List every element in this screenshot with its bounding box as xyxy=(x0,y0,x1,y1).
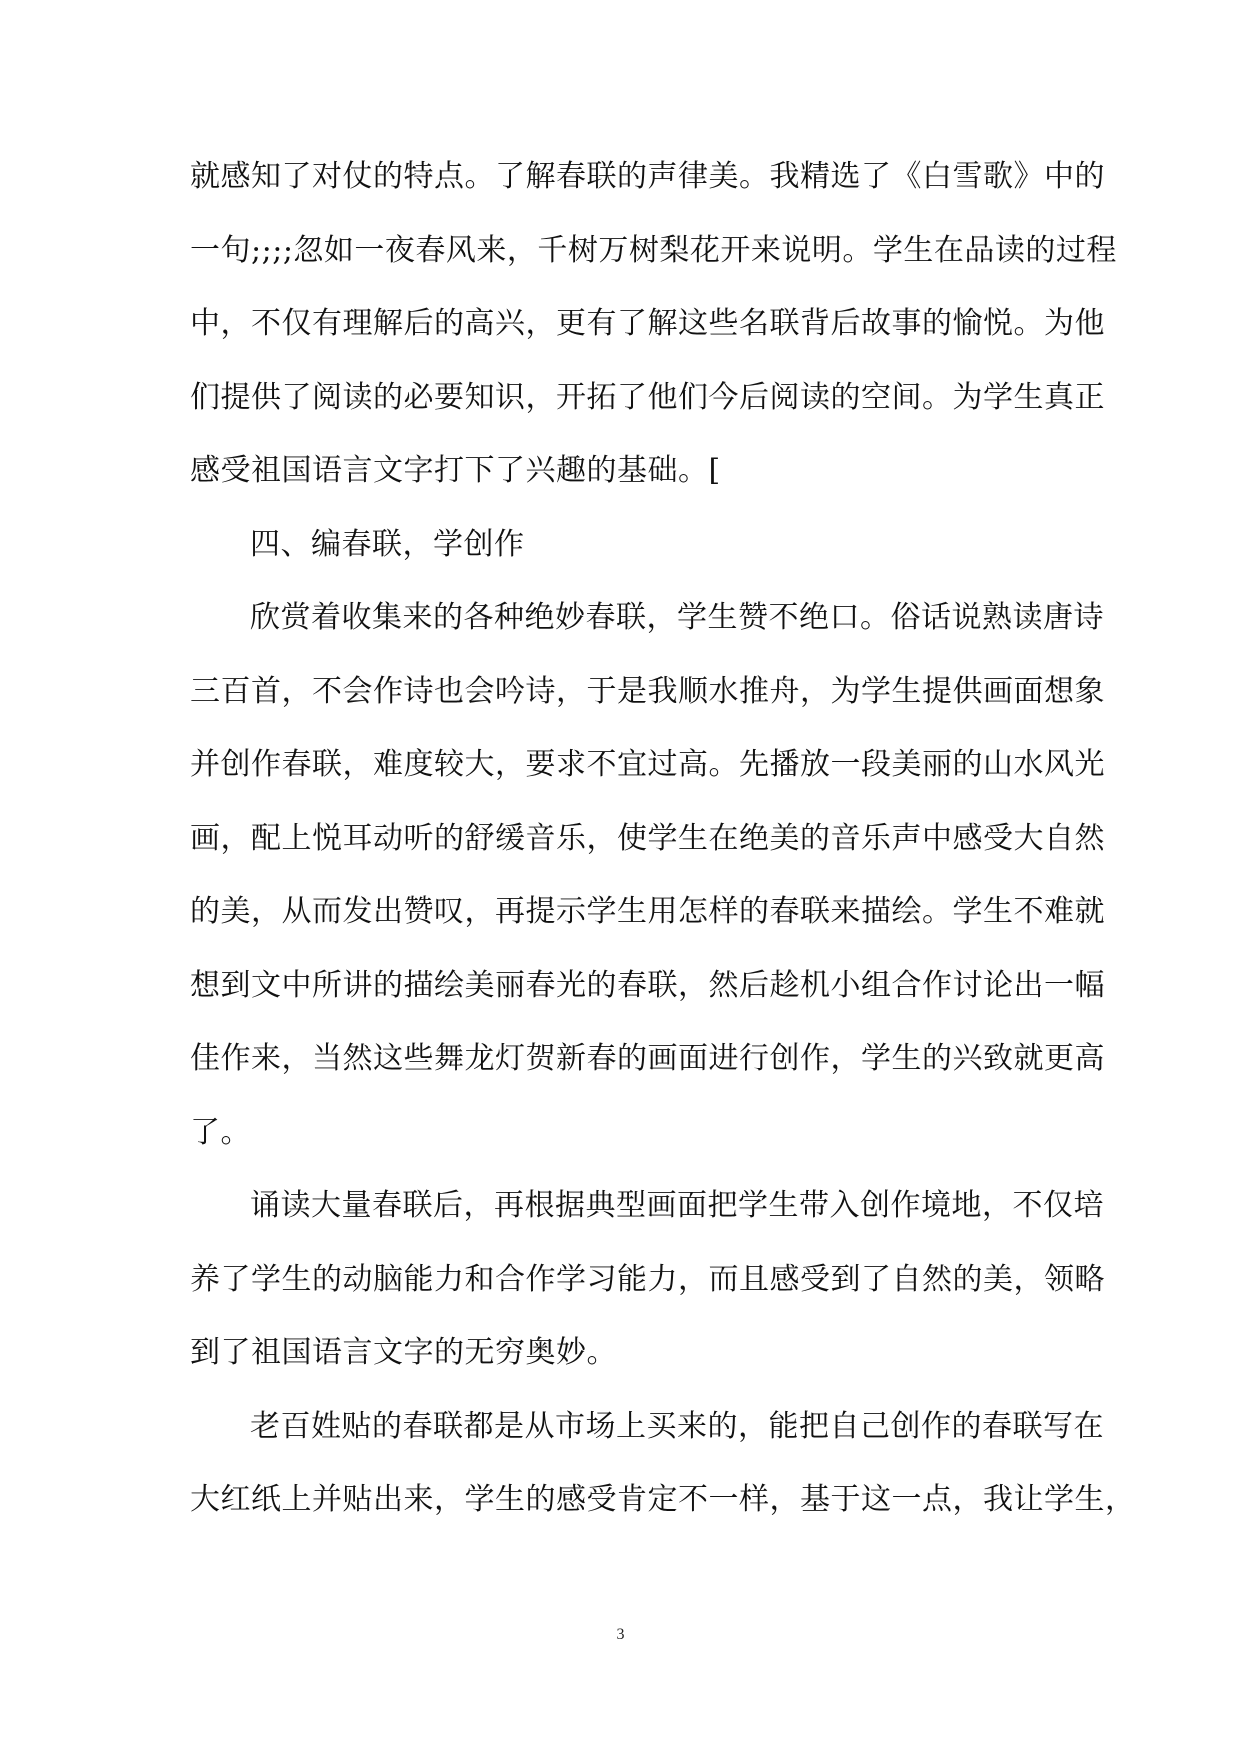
text-line: 老百姓贴的春联都是从市场上买来的，能把自己创作的春联写在 xyxy=(250,1408,1104,1444)
page-number: 3 xyxy=(616,1626,625,1643)
text-line: 佳作来，当然这些舞龙灯贺新春的画面进行创作，学生的兴致就更高 xyxy=(190,1041,1105,1076)
text-line: 画，配上悦耳动听的舒缓音乐，使学生在绝美的音乐声中感受大自然 xyxy=(190,820,1105,856)
text-line: 想到文中所讲的描绘美丽春光的春联，然后趁机小组合作讨论出一幅 xyxy=(190,967,1105,1003)
text-line: 并创作春联，难度较大，要求不宜过高。先播放一段美丽的山水风光 xyxy=(190,747,1105,782)
text-line: 欣赏着收集来的各种绝妙春联，学生赞不绝口。俗话说熟读唐诗 xyxy=(250,600,1104,635)
text-line: 一句;;;;忽如一夜春风来，千树万树梨花开来说明。学生在品读的过程 xyxy=(190,232,1117,268)
text-line: 感受祖国语言文字打下了兴趣的基础。[ xyxy=(190,453,721,488)
text-line: 到了祖国语言文字的无穷奥妙。 xyxy=(190,1335,617,1370)
text-line: 的美，从而发出赞叹，再提示学生用怎样的春联来描绘。学生不难就 xyxy=(190,894,1105,929)
section-heading: 四、编春联，学创作 xyxy=(250,526,525,562)
text-line: 了。 xyxy=(190,1114,251,1150)
text-line: 大红纸上并贴出来，学生的感受肯定不一样，基于这一点，我让学生， xyxy=(190,1482,1136,1517)
text-line: 诵读大量春联后，再根据典型画面把学生带入创作境地，不仅培 xyxy=(250,1188,1104,1223)
text-line: 养了学生的动脑能力和合作学习能力，而且感受到了自然的美，领略 xyxy=(190,1261,1105,1297)
text-line: 三百首，不会作诗也会吟诗，于是我顺水推舟，为学生提供画面想象 xyxy=(190,673,1105,709)
text-line: 就感知了对仗的特点。了解春联的声律美。我精选了《白雪歌》中的 xyxy=(190,159,1105,194)
body-text xyxy=(190,140,1136,1537)
text-line: 们提供了阅读的必要知识，开拓了他们今后阅读的空间。为学生真正 xyxy=(190,379,1105,415)
text-line: 中，不仅有理解后的高兴，更有了解这些名联背后故事的愉悦。为他 xyxy=(190,306,1105,341)
